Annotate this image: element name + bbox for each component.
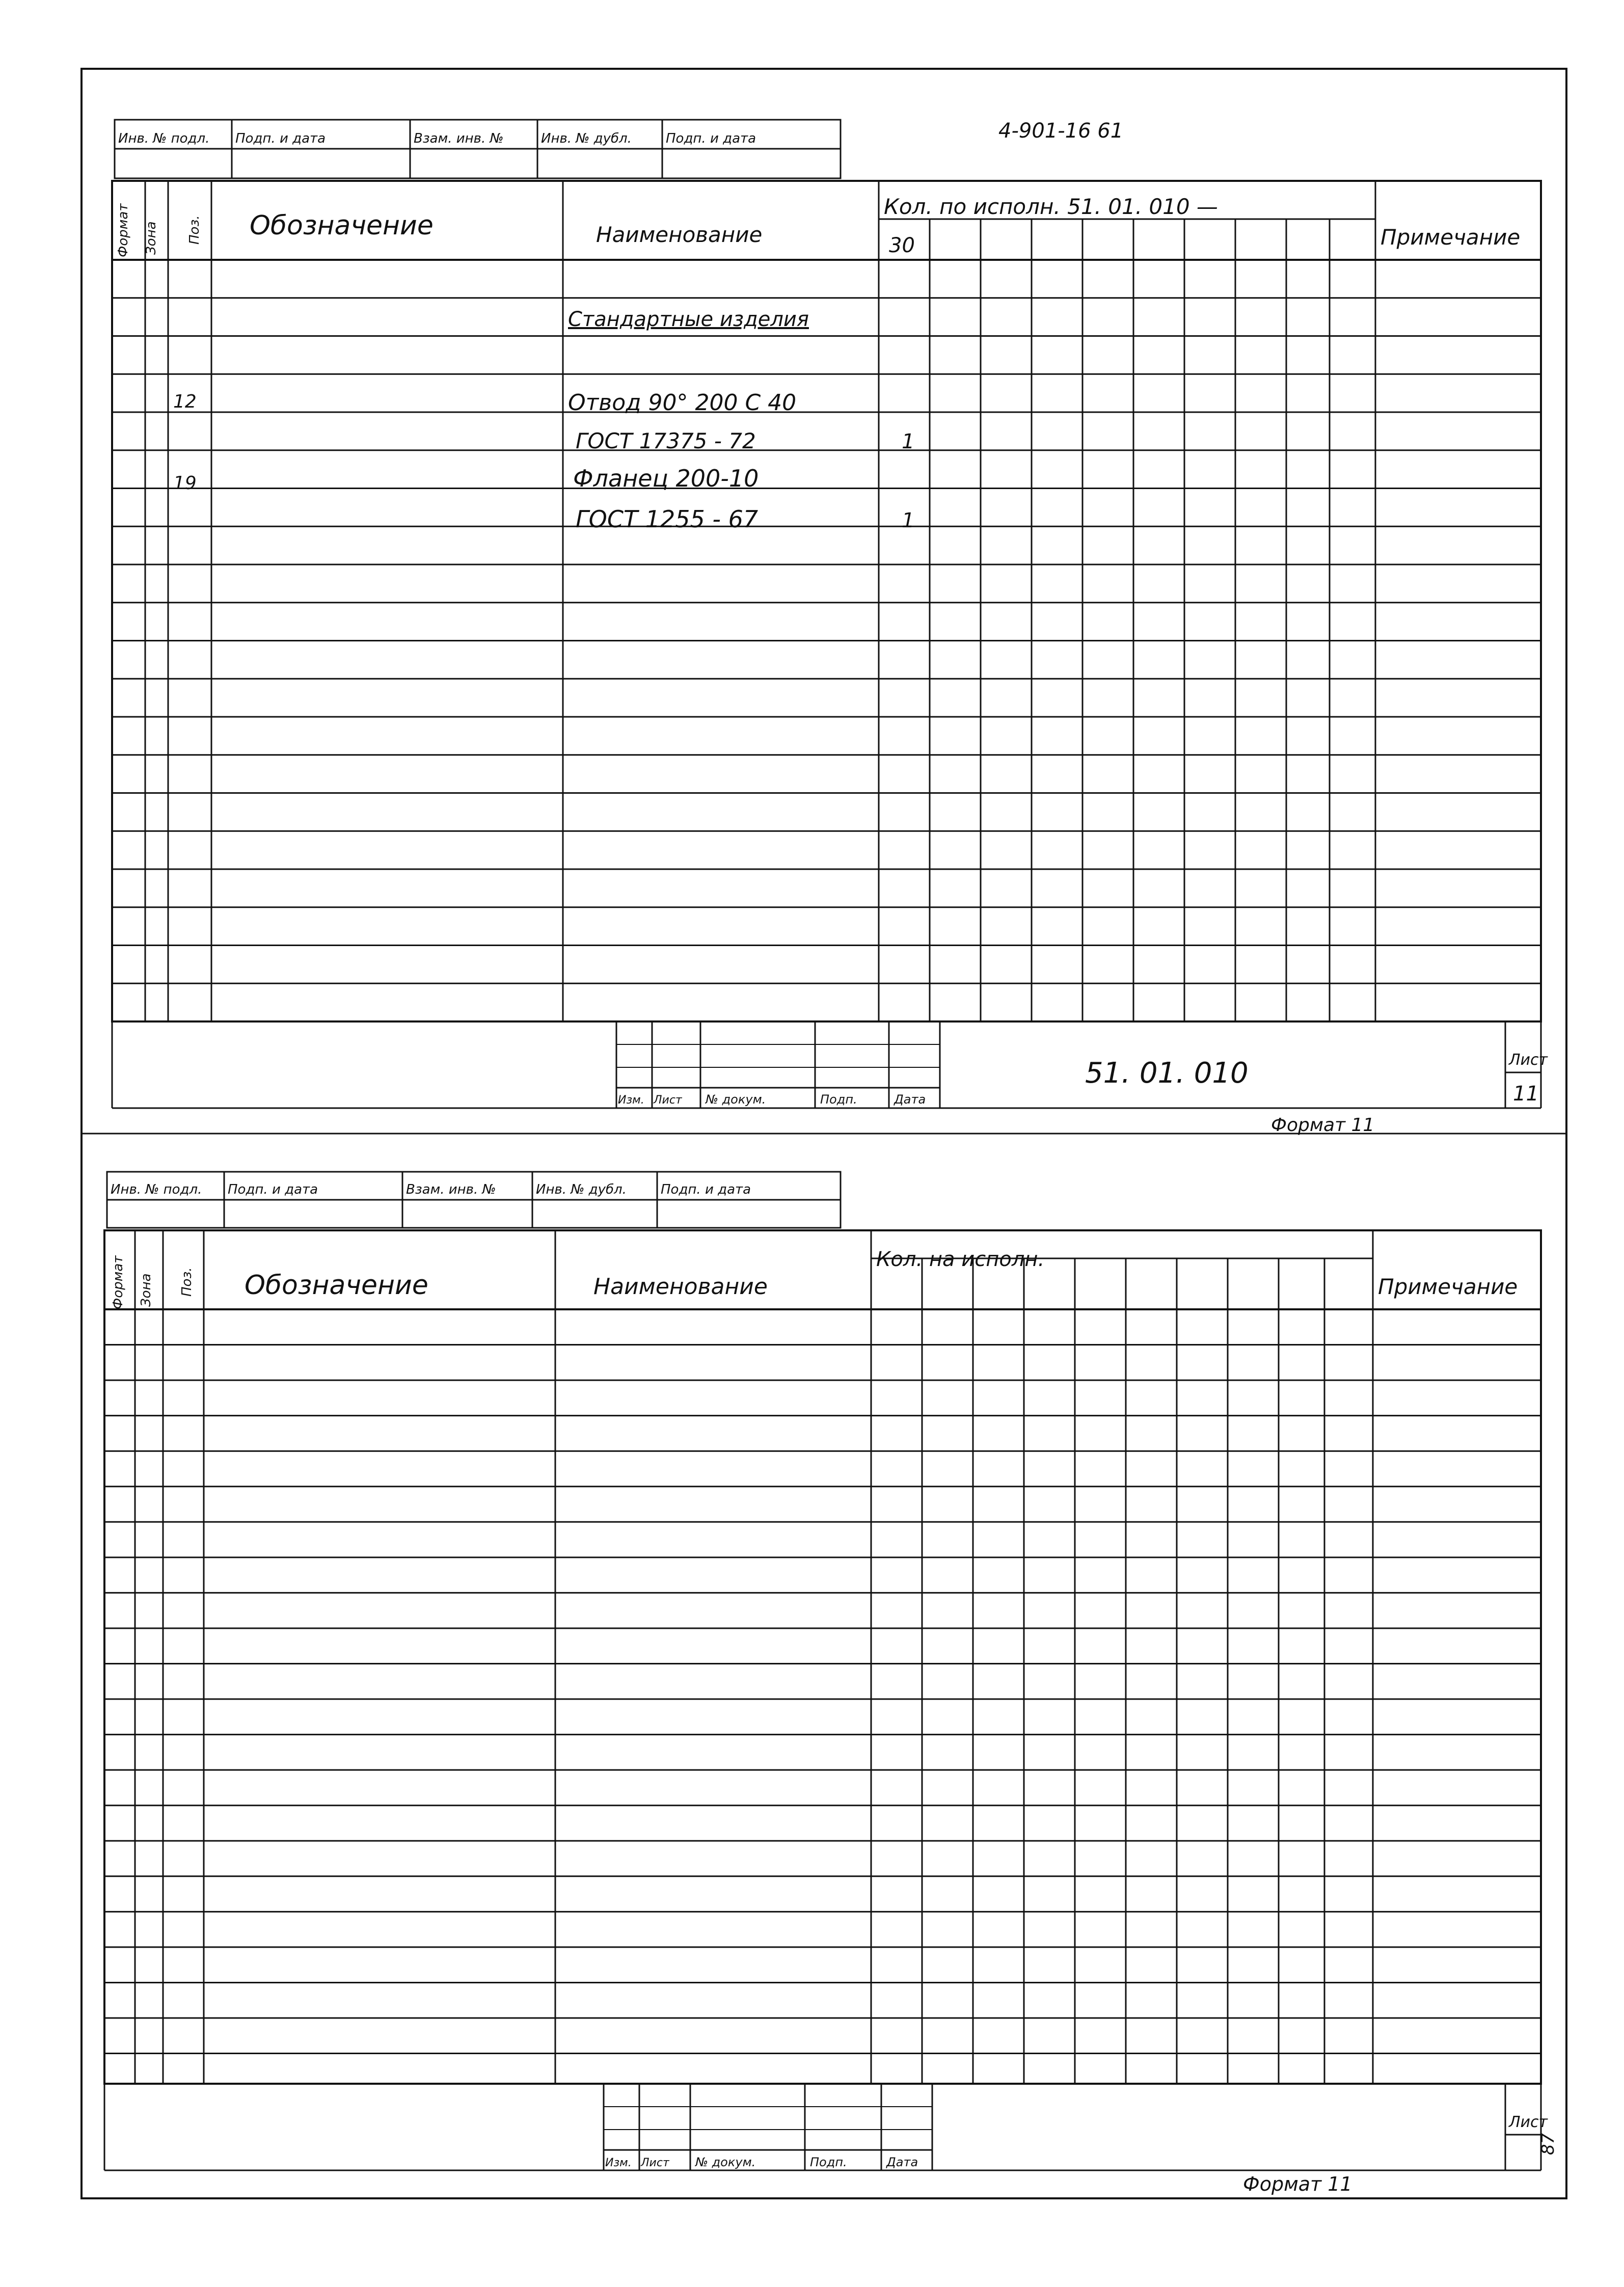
document-code: 4-901-16 61 [998,119,1124,143]
top-stamp-label-podp: Подп. [820,1092,857,1107]
top-row-qty: 1 [902,509,915,532]
top-stamp-doc-number: 51. 01. 010 [1085,1057,1249,1090]
top-hdr-pos: Поз. [187,215,202,245]
top-stamp [112,1021,1549,1108]
top-row-name: Отвод 90° 200 С 40 [568,390,797,416]
top-perm-label-1: Инв. № подл. [118,131,210,146]
bottom-perm-label-5: Подп. и дата [661,1182,751,1197]
top-row-name: ГОСТ 1255 - 67 [576,505,759,533]
top-stamp-sheet-label: Лист [1509,1051,1548,1069]
bottom-stamp-label-izm: Изм. [605,2157,632,2169]
bottom-table [104,1230,1541,2084]
top-stamp-label-docnum: № докум. [706,1092,766,1107]
top-perm-label-5: Подп. и дата [666,131,756,146]
bottom-stamp [104,2084,1549,2170]
top-table-header [116,194,1520,257]
top-format-label: Формат 11 [1271,1115,1375,1136]
bottom-perm-label-2: Подп. и дата [228,1182,318,1197]
bottom-table-header [111,1248,1518,1309]
top-table [112,181,1541,1021]
bottom-hdr-format: Формат [111,1255,126,1309]
bottom-hdr-name: Наименование [593,1274,768,1300]
top-row-qty: 1 [902,430,915,453]
top-perm-label-3: Взам. инв. № [414,131,504,146]
bottom-stamp-label-list: Лист [641,2157,669,2169]
bottom-hdr-designation: Обозначение [245,1270,428,1301]
top-hdr-zone: Зона [144,221,159,255]
top-row-name: Стандартные изделия [568,308,809,331]
top-row-name: Фланец 200-10 [573,465,759,492]
top-stamp-sheet-number: 11 [1513,1082,1539,1106]
top-perm-strip [115,120,841,178]
bottom-perm-label-4: Инв. № дубл. [536,1182,627,1197]
bottom-stamp-label-podp: Подп. [810,2155,847,2169]
top-hdr-format: Формат [116,203,131,257]
top-hdr-qty-title: Кол. по исполн. 51. 01. 010 — [884,194,1218,219]
top-row-pos: 12 [173,391,197,412]
top-form [112,120,1549,1136]
top-perm-label-2: Подп. и дата [235,131,326,146]
bottom-hdr-zone: Зона [139,1273,154,1307]
top-table-rows [173,308,914,533]
top-perm-label-4: Инв. № дубл. [541,131,632,146]
bottom-stamp-sheet-label: Лист [1509,2113,1548,2131]
top-stamp-label-izm: Изм. [618,1094,644,1107]
bottom-perm-label-3: Взам. инв. № [406,1182,496,1197]
bottom-perm-label-1: Инв. № подл. [111,1182,202,1197]
top-stamp-label-data: Дата [894,1092,926,1107]
bottom-stamp-label-docnum: № докум. [695,2155,756,2169]
top-row-name: ГОСТ 17375 - 72 [576,428,756,453]
top-row-pos: 19 [173,473,197,494]
top-hdr-designation: Обозначение [250,210,434,241]
bottom-format-label: Формат 11 [1243,2173,1352,2195]
bottom-stamp-label-data: Дата [886,2155,918,2169]
top-stamp-label-list: Лист [654,1094,682,1107]
top-hdr-note: Примечание [1381,225,1521,250]
top-hdr-name: Наименование [596,222,763,247]
corner-marks: 87 [1538,2133,1558,2155]
bottom-hdr-note: Примечание [1378,1274,1518,1299]
bottom-perm-strip [107,1172,841,1228]
bottom-hdr-qty-title: Кол. на исполн. [876,1248,1045,1271]
top-hdr-qty-first: 30 [889,234,915,257]
bottom-hdr-pos: Поз. [179,1267,195,1297]
bottom-form [104,1172,1558,2195]
